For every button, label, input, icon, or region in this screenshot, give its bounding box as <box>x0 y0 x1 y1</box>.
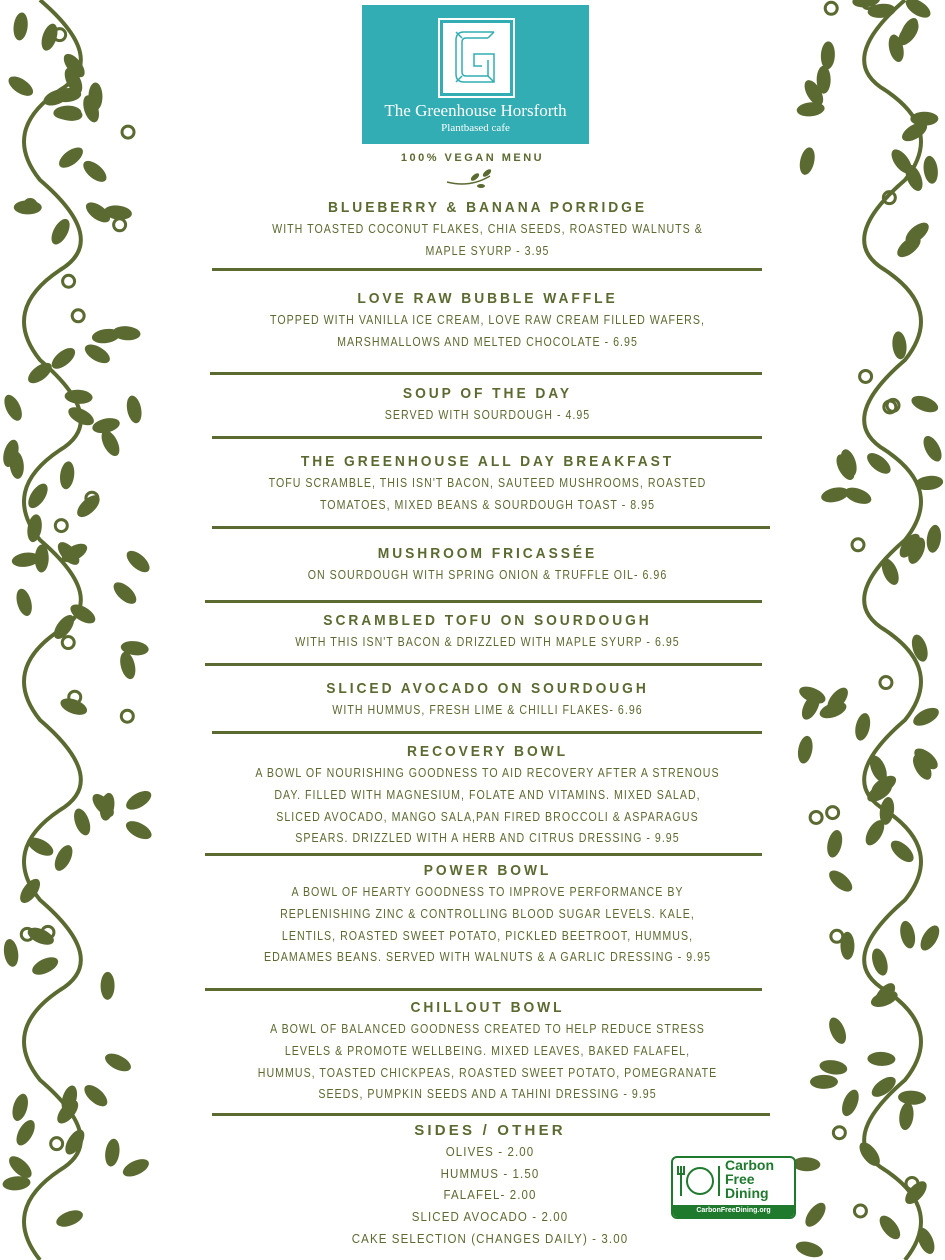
divider <box>210 372 762 375</box>
menu-item <box>200 197 775 263</box>
menu-item <box>200 383 775 427</box>
menu-item <box>200 543 775 587</box>
menu-item-description: SEEDS, PUMPKIN SEEDS AND A TAHINI DRESSING - 9.95 <box>318 1087 657 1102</box>
side-item: SLICED AVOCADO - 2.00 <box>411 1210 569 1225</box>
leaf-icon <box>842 484 873 507</box>
menu-item-description: A BOWL OF BALANCED GOODNESS CREATED TO HELP REDUCE STRESS <box>270 1022 705 1036</box>
carbon-free-dining-badge <box>671 1156 796 1219</box>
side-item: OLIVES - 2.00 <box>445 1145 535 1159</box>
leaf-icon <box>82 341 113 367</box>
leaf-icon <box>123 817 154 842</box>
leaf-icon <box>110 578 140 607</box>
leaf-icon <box>796 735 815 765</box>
ring-dot-icon <box>852 539 864 551</box>
ring-dot-icon <box>827 807 839 819</box>
sides-title: SIDES / OTHER <box>414 1122 566 1139</box>
leaf-icon <box>891 331 908 360</box>
leaf-icon <box>25 359 56 387</box>
badge-url: CarbonFreeDining.org <box>673 1205 794 1217</box>
menu-item-title: MUSHROOM FRICASSÉE <box>377 545 598 562</box>
menu-item-title: LOVE RAW BUBBLE WAFFLE <box>357 290 618 307</box>
menu-item-title: SCRAMBLED TOFU ON SOURDOUGH <box>323 612 652 629</box>
divider <box>205 988 762 991</box>
menu-item-title: BLUEBERRY & BANANA PORRIDGE <box>328 199 647 216</box>
ring-dot-icon <box>51 1138 63 1150</box>
leaf-icon <box>120 1156 151 1181</box>
menu-item-description: LENTILS, ROASTED SWEET POTATO, PICKLED BEETROOT, HUMMUS, <box>281 928 694 943</box>
ring-dot-icon <box>62 637 74 649</box>
ring-dot-icon <box>831 930 843 942</box>
menu-item-description: HUMMUS, TOASTED CHICKPEAS, ROASTED SWEET POTATO, POMEGRANATE <box>257 1065 718 1080</box>
leaf-icon <box>792 1157 821 1172</box>
leaf-icon <box>909 633 931 664</box>
menu-item-title: SLICED AVOCADO ON SOURDOUGH <box>326 680 649 697</box>
leaf-icon <box>1 392 26 423</box>
menu-item <box>200 451 775 517</box>
leaf-sprig-icon <box>445 168 495 190</box>
cafe-logo <box>362 5 589 144</box>
menu-item-title: RECOVERY BOWL <box>407 743 568 760</box>
divider <box>212 1113 770 1116</box>
divider <box>205 663 762 666</box>
menu-item-title: POWER BOWL <box>423 862 552 879</box>
leaf-icon <box>898 1101 915 1131</box>
leaf-icon <box>869 947 891 978</box>
ring-dot-icon <box>114 219 126 231</box>
leaf-icon <box>810 1075 838 1089</box>
plate-cutlery-icon <box>677 1164 723 1198</box>
menu-item-description: REPLENISHING ZINC & CONTROLLING BLOOD SUGAR LEVELS. KALE, <box>280 906 695 921</box>
menu-item-description: MARSHMALLOWS AND MELTED CHOCOLATE - 6.95 <box>337 334 638 349</box>
sides-section <box>260 1120 720 1250</box>
ring-dot-icon <box>810 811 822 823</box>
leaf-icon <box>123 547 153 576</box>
badge-text: Carbon Free Dining <box>725 1157 774 1201</box>
leaf-icon <box>123 787 154 813</box>
menu-subtitle: 100% VEGAN MENU <box>400 152 545 164</box>
vine-stem <box>24 0 81 1260</box>
leaf-icon <box>867 1052 895 1067</box>
g-monogram-icon <box>438 18 515 98</box>
leaf-icon <box>13 1117 39 1148</box>
menu-item-description: LEVELS & PROMOTE WELLBEING. MIXED LEAVES, BAKED FALAFEL, <box>284 1043 691 1058</box>
menu-item-description: WITH HUMMUS, FRESH LIME & CHILLI FLAKES- 6.96 <box>332 703 643 717</box>
leaf-icon <box>58 461 75 491</box>
menu-item-description: TOMATOES, MIXED BEANS & SOURDOUGH TOAST - 8.95 <box>319 497 656 512</box>
menu-item-title: CHILLOUT BOWL <box>410 999 565 1016</box>
leaf-icon <box>925 524 943 554</box>
cafe-tagline: Plantbased cafe <box>441 122 510 134</box>
leaf-icon <box>58 695 89 718</box>
ring-dot-icon <box>122 126 134 138</box>
menu-item-description: TOFU SCRAMBLE, THIS ISN'T BACON, SAUTEED MUSHROOMS, ROASTED <box>268 476 707 490</box>
menu-item-description: SERVED WITH SOURDOUGH - 4.95 <box>384 408 591 422</box>
leaf-vine-decoration-left <box>0 0 160 1260</box>
leaf-icon <box>801 1199 829 1230</box>
menu-item <box>200 288 775 354</box>
menu-item-description: SLICED AVOCADO, MANGO SALA,PAN FIRED BROCCOLI & ASPARAGUS <box>276 809 699 824</box>
leaf-icon <box>48 344 79 373</box>
divider <box>212 436 762 439</box>
leaf-icon <box>29 954 60 979</box>
leaf-icon <box>917 922 943 953</box>
side-item: FALAFEL- 2.00 <box>443 1188 537 1203</box>
menu-item-title: SOUP OF THE DAY <box>402 385 573 402</box>
leaf-icon <box>12 12 29 41</box>
leaf-icon <box>5 73 36 100</box>
leaf-icon <box>71 806 94 837</box>
menu-item-description: A BOWL OF HEARTY GOODNESS TO IMPROVE PERFORMANCE BY <box>291 885 684 899</box>
leaf-icon <box>125 394 144 424</box>
divider <box>212 268 762 271</box>
leaf-icon <box>103 1138 121 1168</box>
leaf-icon <box>903 0 934 22</box>
side-item: HUMMUS - 1.50 <box>440 1166 540 1181</box>
menu-item <box>200 997 775 1106</box>
leaf-icon <box>826 1015 850 1046</box>
ring-dot-icon <box>121 710 133 722</box>
ring-dot-icon <box>55 520 67 532</box>
leaf-icon <box>825 829 845 859</box>
leaf-icon <box>39 22 61 53</box>
vine-stem <box>864 0 921 1260</box>
ring-dot-icon <box>860 370 872 382</box>
menu-item <box>200 860 775 969</box>
ring-dot-icon <box>854 1205 866 1217</box>
leaf-icon <box>61 1126 88 1157</box>
ring-dot-icon <box>833 1127 845 1139</box>
leaf-icon <box>825 867 855 896</box>
leaf-icon <box>909 393 940 416</box>
menu-item-description: TOPPED WITH VANILLA ICE CREAM, LOVE RAW CREAM FILLED WAFERS, <box>270 313 705 327</box>
leaf-icon <box>91 416 121 436</box>
leaf-icon <box>81 1081 111 1110</box>
cafe-name: The Greenhouse Horsforth <box>384 101 567 120</box>
leaf-vine-decoration-right <box>785 0 945 1260</box>
leaf-icon <box>839 1087 863 1118</box>
ring-dot-icon <box>72 310 84 322</box>
leaf-icon <box>887 837 917 866</box>
leaf-icon <box>820 41 835 70</box>
leaf-icon <box>14 587 35 618</box>
menu-item-description: WITH TOASTED COCONUT FLAKES, CHIA SEEDS, ROASTED WALNUTS & <box>272 222 703 236</box>
side-item: CAKE SELECTION (CHANGES DAILY) - 3.00 <box>351 1231 629 1246</box>
leaf-icon <box>876 1212 904 1243</box>
divider <box>212 526 770 529</box>
leaf-icon <box>898 1090 927 1106</box>
divider <box>205 853 762 856</box>
menu-item-title: THE GREENHOUSE ALL DAY BREAKFAST <box>300 453 675 470</box>
ring-dot-icon <box>63 275 75 287</box>
leaf-icon <box>100 972 114 1000</box>
divider <box>212 731 762 734</box>
menu-item-description: ON SOURDOUGH WITH SPRING ONION & TRUFFLE OIL- 6.96 <box>307 568 668 582</box>
leaf-icon <box>102 1050 133 1075</box>
menu-item-description: A BOWL OF NOURISHING GOODNESS TO AID RECOVERY AFTER A STRENOUS <box>255 766 720 780</box>
leaf-icon <box>51 842 76 873</box>
leaf-icon <box>48 216 74 247</box>
leaf-icon <box>853 712 873 742</box>
divider <box>205 600 762 603</box>
leaf-icon <box>818 1058 848 1076</box>
menu-item-description: DAY. FILLED WITH MAGNESIUM, FOLATE AND VITAMINS. MIXED SALAD, <box>274 787 701 802</box>
menu-item <box>200 741 775 850</box>
leaf-icon <box>2 938 20 968</box>
menu-item-description: SPEARS. DRIZZLED WITH A HERB AND CITRUS DRESSING - 9.95 <box>295 831 680 846</box>
leaf-icon <box>794 1239 825 1260</box>
leaf-icon <box>10 1092 31 1123</box>
menu-item-description: EDAMAMES BEANS. SERVED WITH WALNUTS & A GARLIC DRESSING - 9.95 <box>263 950 712 965</box>
leaf-icon <box>920 433 945 464</box>
ring-dot-icon <box>880 677 892 689</box>
leaf-icon <box>898 919 918 949</box>
menu-item <box>200 678 775 722</box>
ring-dot-icon <box>825 2 837 14</box>
leaf-icon <box>54 1207 85 1230</box>
menu-item-description: WITH THIS ISN'T BACON & DRIZZLED WITH MAPLE SYURP - 6.95 <box>295 635 680 649</box>
menu-item-description: MAPLE SYURP - 3.95 <box>425 243 550 258</box>
menu-item <box>200 610 775 654</box>
